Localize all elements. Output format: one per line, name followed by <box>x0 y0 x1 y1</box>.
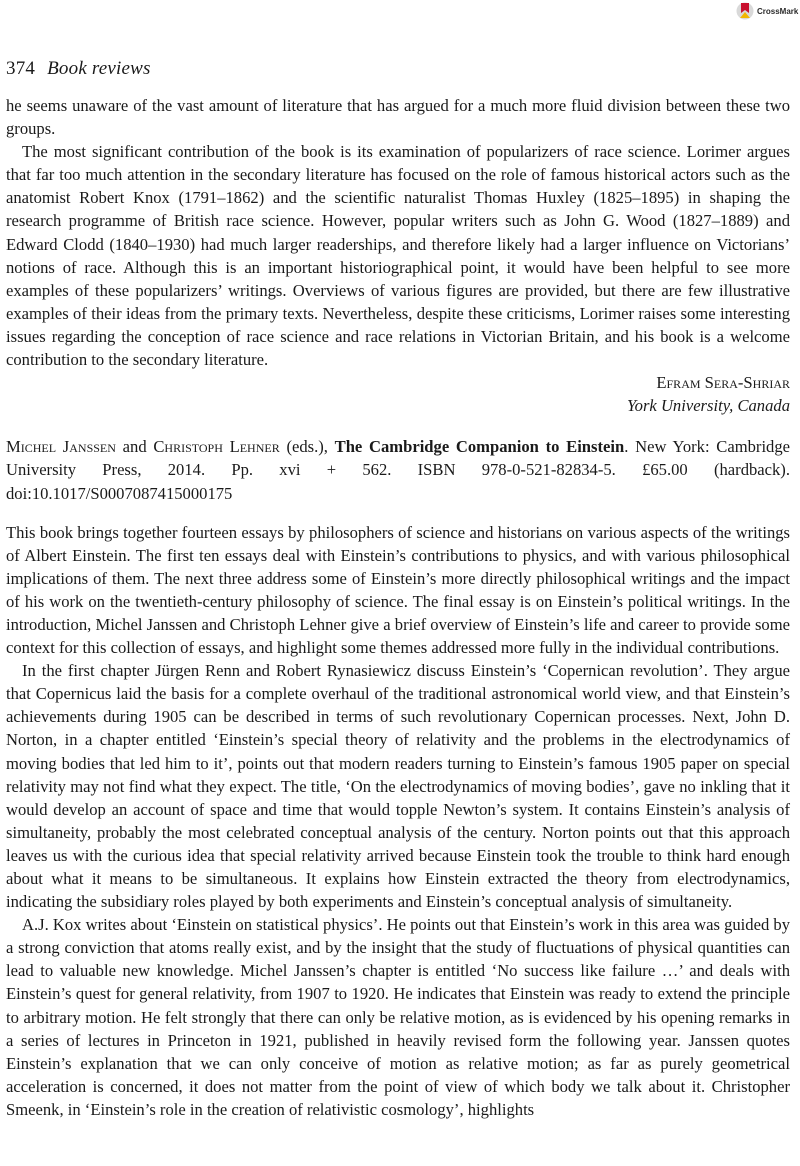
reviewer-name: Efram Sera-Shriar <box>656 373 790 393</box>
spacer <box>6 505 790 521</box>
section-title: Book reviews <box>47 58 151 79</box>
review2-paragraph-1: This book brings together fourteen essays by philosophers of science and historians on various aspects of the writings of Albert Einstein. The first ten essays deal with Einstein’s contributions to physics, and with various philosophical implications of them. The next three address some of Einstein’s more directly philosophical writings and the impact of his work on the twentieth-century philosophy of science. The final essay is on Einstein’s political writings. In the introduction, Michel Janssen and Christoph Lehner give a brief overview of Einstein’s life and career to provide some context for this collection of essays, and highlight some themes addressed more fully in the individual contributions. <box>6 522 790 658</box>
editor-1: Michel Janssen <box>6 437 116 457</box>
running-head <box>6 58 151 80</box>
and-text: and <box>122 437 147 457</box>
review1-paragraph-1: he seems unaware of the vast amount of literature that has argued for a much more fluid division between these two groups. <box>6 96 790 139</box>
review2-paragraph-3: A.J. Kox writes about ‘Einstein on statistical physics’. He points out that Einstein’s work in this area was guided by a strong conviction that atoms really exist, and by the insight that the study of fluctuations of physical quantities can lead to valuable new knowledge. Michel Janssen’s chapter is entitled ‘No success like failure …’ and deals with Einstein’s quest for general relativity, from 1907 to 1920. He indicates that Einstein was ready to extend the principle to arbitrary motion. He felt strongly that there can only be relative motion, as is evidenced by his opening remarks in a series of lectures in Princeton in 1921, published in heavily revised form the following year. Janssen quotes Einstein’s explanation that we can only conceive of motion as relative motion; as far as purely geometrical acceleration is concerned, it does not matter from the point of view of which body we talk about it. Christopher Smeenk, in ‘Einstein’s role in the creation of relativistic cosmology’, highlights <box>6 915 790 1119</box>
publication-details: . New York: Cambridge University Press, 2014. Pp. xvi + 562. ISBN 978-0-521-82834-5. £65.00 (hardback). doi:10.1017/S0007087415000175 <box>6 437 791 503</box>
crossmark-label: CrossMark <box>757 6 799 16</box>
reviewer-affiliation: York University, Canada <box>626 396 790 416</box>
page-body <box>6 94 790 1121</box>
crossmark-badge[interactable] <box>736 0 800 22</box>
review2-paragraph-2: In the first chapter Jürgen Renn and Robert Rynasiewicz discuss Einstein’s ‘Copernican revolution’. They argue that Copernicus laid the basis for a complete overhaul of the traditional astronomical world view, and that Einstein’s achievements during 1905 can be described in terms of such revolutionary Copernican processes. Next, John D. Norton, in a chapter entitled ‘Einstein’s special theory of relativity and the problems in the electrodynamics of moving bodies that led him to it’, points out that modern readers turning to Einstein’s famous 1905 paper on special relativity may not find what they expect. The title, ‘On the electrodynamics of moving bodies’, gave no inkling that it would develop an account of space and time that would topple Newton’s system. It contains Einstein’s analysis of simultaneity, probably the most celebrated conceptual analysis of the century. Norton points out that this approach leaves us with the curious idea that special relativity arrived because Einstein took the trouble to think hard enough about what it means to be simultaneous. It explains how Einstein extracted the theory from electrodynamics, indicating the subsidiary roles played by both experiments and Einstein’s conceptual analysis of simultaneity. <box>6 661 790 912</box>
crossmark-icon <box>736 1 754 21</box>
book-title: The Cambridge Companion to Einstein <box>334 437 625 457</box>
page-number: 374 <box>6 58 36 79</box>
review1-paragraph-2: The most significant contribution of the book is its examination of popularizers of race science. Lorimer argues that far too much attention in the secondary literature has focused on the role of famous historical actors such as the anatomist Robert Knox (1791–1862) and the scientific naturalist Thomas Huxley (1825–1895) in shaping the research programme of British race science. However, popular writers such as John G. Wood (1827–1889) and Edward Clodd (1840–1930) had much larger readerships, and therefore likely had a larger influence on Victorians’ notions of race. Although this is an important historiographical point, it would have been helpful to see more examples of these popularizers’ writings. Overviews of various figures are provided, but there are few illustrative examples of their ideas from the primary texts. Nevertheless, despite these criticisms, Lorimer raises some interesting issues regarding the conception of race science and race relations in Victorian Britain, and his book is a welcome contribution to the secondary literature. <box>6 142 790 370</box>
spacer <box>6 417 790 435</box>
eds-text: (eds.), <box>286 437 328 457</box>
book-citation <box>6 435 790 504</box>
editor-2: Christoph Lehner <box>153 437 280 457</box>
